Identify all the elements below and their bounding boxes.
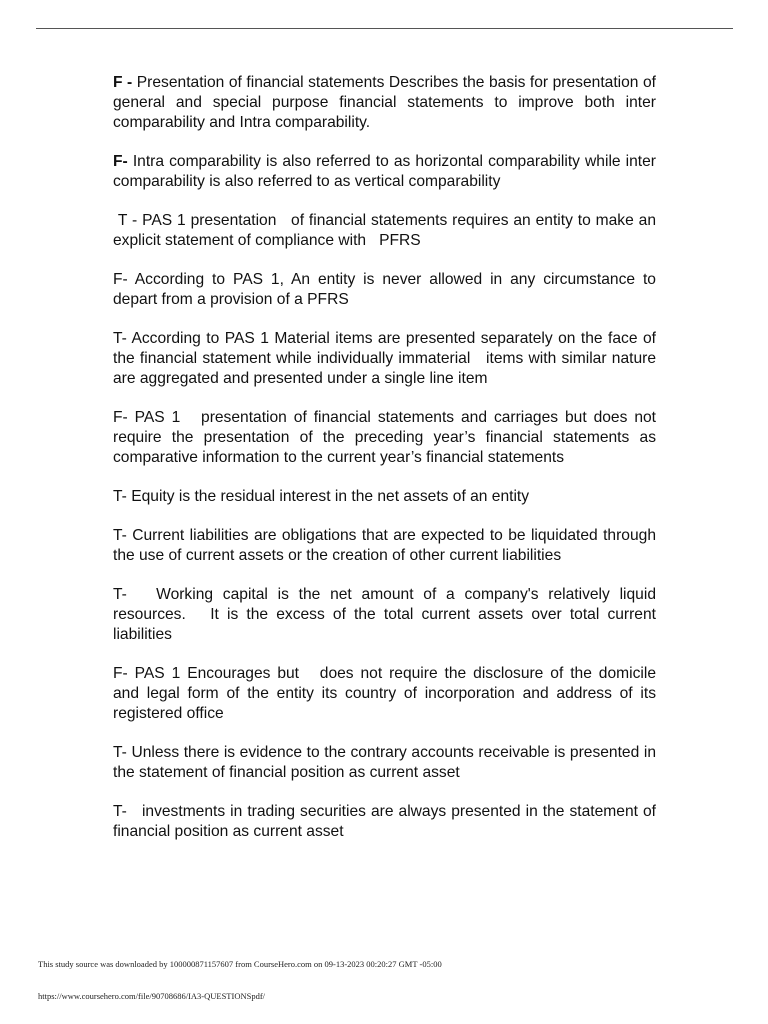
- answer-label: F-: [113, 665, 135, 683]
- statement-text: Equity is the residual interest in the net assets of an entity: [131, 487, 530, 505]
- statement-10: [113, 664, 669, 723]
- answer-label: F-: [113, 271, 135, 289]
- statement-6: [113, 408, 661, 467]
- answer-label: T-: [113, 527, 133, 545]
- statement-text: PAS 1 Encourages but does not require the disclosure of the domicile and legal form of the entity its country of incorporation and address of its registered office: [113, 665, 669, 722]
- answer-label: F -: [113, 74, 137, 91]
- statement-text: According to PAS 1, An entity is never allowed in any circumstance to depart from a provision of a PFRS: [113, 271, 661, 308]
- answer-label: T -: [113, 211, 143, 229]
- statement-text: Current liabilities are obligations that are expected to be liquidated through the use of current assets or the creation of other current liabilities: [113, 527, 661, 565]
- statement-text: Intra comparability is also referred to as horizontal comparability while inter comparability is also referred to as vertical comparability: [113, 152, 661, 190]
- answer-label: T-: [113, 744, 132, 762]
- download-source-notice: This study source was downloaded by 100000871157607 from CourseHero.com on 09-13-2023 00:20:27 GMT -05:00: [38, 959, 442, 969]
- source-url[interactable]: https://www.coursehero.com/file/90708686/IA3-QUESTIONSpdf/: [38, 991, 266, 1001]
- statement-text: Working capital is the net amount of a company's relatively liquid resources. It is the excess of the total current assets over total current liabilities: [113, 586, 661, 643]
- answer-label: F-: [113, 152, 133, 170]
- answer-label: T-: [113, 586, 147, 604]
- answer-label: F-: [113, 409, 135, 427]
- statement-12: [113, 802, 661, 842]
- statement-1: [113, 73, 661, 132]
- statement-7: [113, 487, 656, 507]
- statement-text: According to PAS 1 Material items are presented separately on the face of the financial statement while individually immaterial items with similar nature are aggregated and presented under a single line item: [113, 330, 661, 387]
- answer-label: T-: [113, 330, 132, 348]
- statement-4: [113, 270, 661, 310]
- header-divider: [36, 28, 733, 29]
- statement-3: [113, 211, 661, 251]
- statement-text: Presentation of financial statements Describes the basis for presentation of general and special purpose financial statements to improve both inter comparability and Intra comparability.: [113, 74, 661, 131]
- statement-text: PAS 1 presentation of financial statements and carriages but does not require the presentation of the preceding year’s financial statements as comparative information to the current year’s financial statements: [113, 409, 661, 466]
- statement-5: [113, 329, 661, 388]
- statement-2: [113, 152, 661, 192]
- statement-9: [113, 585, 661, 644]
- answer-label: T-: [113, 803, 137, 821]
- statement-8: [113, 526, 661, 566]
- statement-text: Unless there is evidence to the contrary accounts receivable is presented in the statement of financial position as current asset: [113, 744, 661, 781]
- statement-text: investments in trading securities are always presented in the statement of financial position as current asset: [113, 803, 661, 841]
- answer-label: T-: [113, 487, 132, 505]
- statement-text: PAS 1 presentation of financial statements requires an entity to make an explicit statement of compliance with PFRS: [113, 211, 661, 249]
- document-body: [113, 73, 669, 861]
- statement-11: [113, 743, 661, 783]
